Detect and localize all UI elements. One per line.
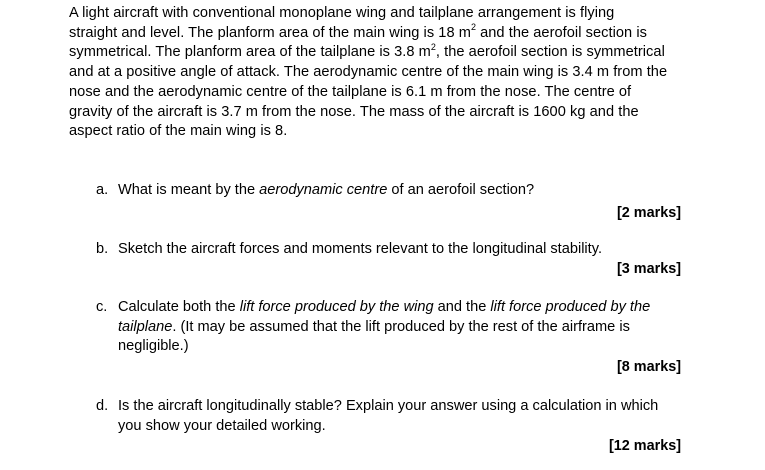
question-text-part: Calculate both the — [118, 299, 240, 315]
question-letter: c. — [96, 299, 108, 315]
superscript-2: 2 — [430, 41, 436, 52]
question-text-part: . (It may be assumed that the lift produced by the rest of the airframe is — [172, 318, 630, 335]
marks-label: [2 marks] — [617, 205, 681, 221]
question-text — [118, 298, 681, 357]
marks-label: [12 marks] — [609, 438, 681, 454]
intro-line-7: aspect ratio of the main wing is 8. — [69, 123, 288, 140]
intro-line-2 — [69, 21, 647, 41]
question-text-part: and the — [433, 299, 491, 315]
question-text-italic: lift force produced by the wing — [239, 299, 434, 315]
intro-line-5: nose and the aerodynamic centre of the tailplane is 6.1 m from the nose. The centre of — [69, 83, 632, 100]
question-d — [96, 397, 681, 459]
intro-line-4: and at a positive angle of attack. The aerodynamic centre of the main wing is 3.4 m from the — [69, 64, 668, 81]
question-letter: a. — [96, 182, 109, 198]
question-text — [118, 397, 681, 436]
intro-line-3-end: , the aerofoil section is symmetrical — [435, 44, 665, 61]
intro-line-3-text: symmetrical. The planform area of the tailplane is 3.8 m — [69, 44, 431, 61]
question-c — [96, 298, 681, 378]
question-letter: d. — [96, 398, 109, 414]
intro-line-2-text: straight and level. The planform area of the main wing is 18 m — [69, 24, 471, 41]
question-text — [118, 181, 681, 201]
question-a — [96, 181, 681, 223]
question-text-part: negligible.) — [118, 338, 189, 354]
question-text-part: Is the aircraft longitudinally stable? Explain your answer using a calculation in which — [118, 398, 659, 414]
question-b — [96, 240, 681, 282]
marks-label: [8 marks] — [617, 359, 681, 375]
question-text-part: you show your detailed working. — [118, 417, 326, 434]
intro-line-2-end: and the aerofoil section is — [476, 24, 647, 41]
question-text: Sketch the aircraft forces and moments relevant to the longitudinal stability. — [118, 241, 603, 257]
question-text-italic: tailplane — [118, 318, 173, 335]
question-intro-paragraph — [69, 4, 681, 142]
question-text-italic: aerodynamic centre — [259, 182, 388, 198]
intro-line-3 — [69, 41, 665, 61]
question-text-part: of an aerofoil section? — [387, 182, 535, 198]
marks-label: [3 marks] — [617, 261, 681, 277]
intro-line-1: A light aircraft with conventional monoplane wing and tailplane arrangement is flying — [69, 5, 615, 21]
question-letter: b. — [96, 241, 109, 257]
question-text-italic: lift force produced by the — [490, 299, 651, 315]
question-text-part: What is meant by the — [118, 182, 260, 198]
superscript-2: 2 — [470, 21, 476, 32]
intro-line-6: gravity of the aircraft is 3.7 m from the nose. The mass of the aircraft is 1600 kg and the — [69, 103, 639, 120]
